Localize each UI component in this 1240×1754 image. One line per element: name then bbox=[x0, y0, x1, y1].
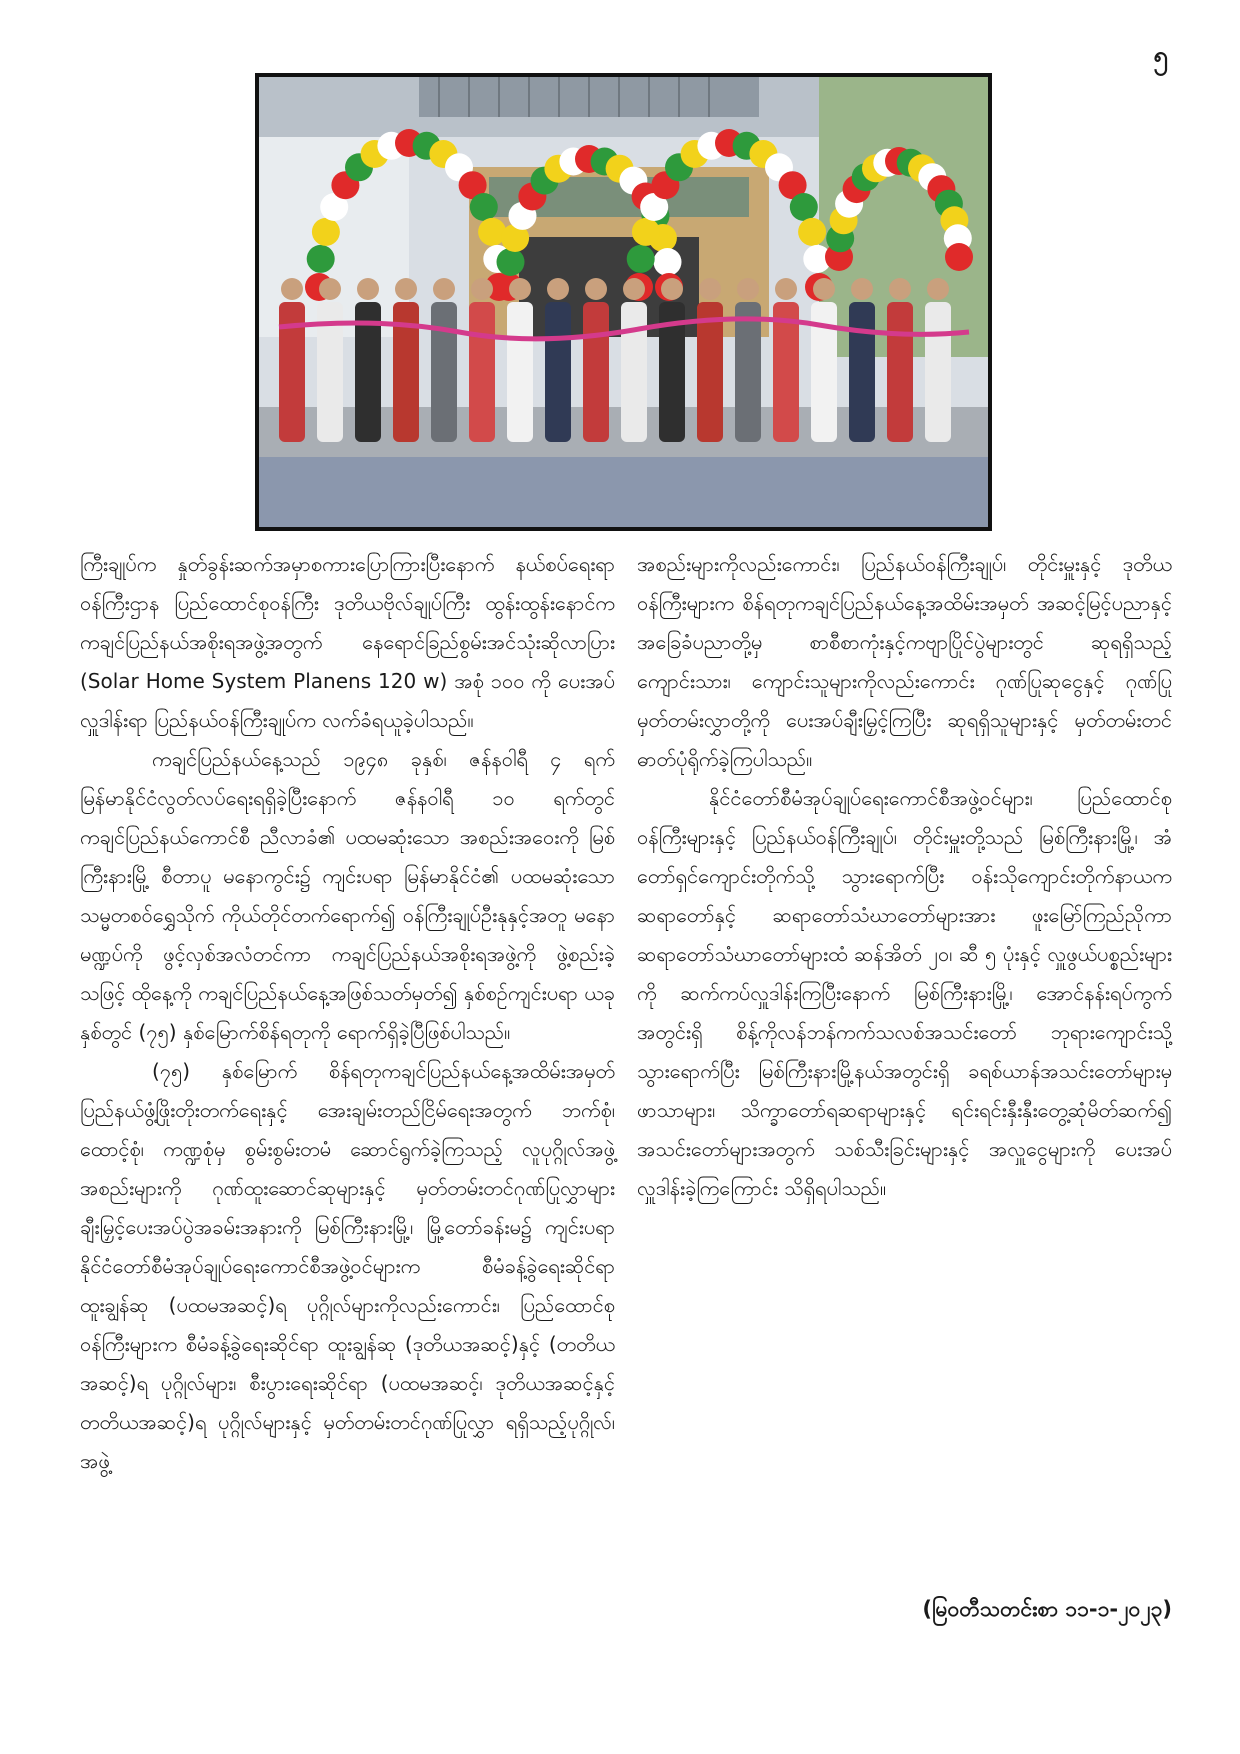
article-right-column bbox=[637, 545, 1172, 1208]
person-head bbox=[547, 278, 569, 300]
ceremony-photo-illustration bbox=[259, 77, 988, 527]
balloon bbox=[945, 243, 973, 271]
person-head bbox=[319, 278, 341, 300]
person-head bbox=[509, 278, 531, 300]
article-paragraph: (၇၅) နှစ်မြောက် စိန်ရတုကချင်ပြည်နယ်နေ့အထိမ်းအမှတ် ပြည်နယ်ဖွံ့ဖြိုးတိုးတက်ရေးနှင့် အေးချမ်းတည်ငြိမ်ရေးအတွက် ဘက်စုံ၊ ထောင့်စုံ၊ ကဏ္ဍစုံမှ စွမ်းစွမ်းတမံ ဆောင်ရွက်ခဲ့ကြသည့် လူပုဂ္ဂိုလ်အဖွဲ့အစည်းများကို ဂုဏ်ထူးဆောင်ဆုများနှင့် မှတ်တမ်းတင်ဂုဏ်ပြုလွှာများ ချီးမြှင့်ပေးအပ်ပွဲအခမ်းအနားကို မြစ်ကြီးနားမြို့၊ မြို့တော်ခန်းမ၌ ကျင်းပရာ နိုင်ငံတော်စီမံအုပ်ချုပ်ရေးကောင်စီအဖွဲ့ဝင်များက စီမံခန့်ခွဲရေးဆိုင်ရာ ထူးချွန်ဆု (ပထမအဆင့်)ရ ပုဂ္ဂိုလ်များကိုလည်းကောင်း၊ ပြည်ထောင်စုဝန်ကြီးများက စီမံခန့်ခွဲရေးဆိုင်ရာ ထူးချွန်ဆု (ဒုတိယအဆင့်)နှင့် (တတိယအဆင့်)ရ ပုဂ္ဂိုလ်များ၊ စီးပွားရေးဆိုင်ရာ (ပထမအဆင့်၊ ဒုတိယအဆင့်နှင့် တတိယအဆင့်)ရ ပုဂ္ဂိုလ်များနှင့် မှတ်တမ်းတင်ဂုဏ်ပြုလွှာ ရရှိသည့်ပုဂ္ဂိုလ်၊ အဖွဲ့ bbox=[80, 1059, 615, 1473]
person-head bbox=[699, 278, 721, 300]
balloon bbox=[470, 193, 498, 221]
article-paragraph: ကြီးချုပ်က နှုတ်ခွန်းဆက်အမှာစကားပြောကြားပြီးနောက် နယ်စပ်ရေးရာဝန်ကြီးဌာန ပြည်ထောင်စုဝန်ကြီး ဒုတိယဗိုလ်ချုပ်ကြီး ထွန်းထွန်းနောင်က ကချင်ပြည်နယ်အစိုးရအဖွဲ့အတွက် နေရောင်ခြည်စွမ်းအင်သုံးဆိုလာပြား (Solar Home System Planens 120 w) အစုံ ၁၀၀ ကို ပေးအပ်လှူဒါန်းရာ ပြည်နယ်ဝန်ကြီးချုပ်က လက်ခံရယူခဲ့ပါသည်။ bbox=[80, 552, 615, 732]
article-paragraph: နိုင်ငံတော်စီမံအုပ်ချုပ်ရေးကောင်စီအဖွဲ့ဝင်များ၊ ပြည်ထောင်စုဝန်ကြီးများနှင့် ပြည်နယ်ဝန်ကြီးချုပ်၊ တိုင်းမှူးတို့သည် မြစ်ကြီးနားမြို့၊ အံတော်ရှင်ကျောင်းတိုက်သို့ သွားရောက်ပြီး ဝန်းသိုကျောင်းတိုက်နာယကဆရာတော်နှင့် ဆရာတော်သံဃာတော်များအား ဖူးမြော်ကြည်ညိုကာ ဆရာတော်သံဃာတော်များထံ ဆန်အိတ် ၂၀၊ ဆီ ၅ ပုံးနှင့် လှူဖွယ်ပစ္စည်းများကို ဆက်ကပ်လှူဒါန်းကြပြီးနောက် မြစ်ကြီးနားမြို့၊ အောင်နန်းရပ်ကွက်အတွင်းရှိ စိန့်ကိုလန်ဘန်ကက်သလစ်အသင်းတော် ဘုရားကျောင်းသို့ သွားရောက်ပြီး မြစ်ကြီးနားမြို့နယ်အတွင်းရှိ ခရစ်ယာန်အသင်းတော်များမှ ဖာသာများ၊ သိက္ခာတော်ရဆရာများနှင့် ရင်းရင်းနှီးနှီးတွေ့ဆုံမိတ်ဆက်၍ အသင်းတော်များအတွက် သစ်သီးခြင်းများနှင့် အလှူငွေများကို ပေးအပ်လှူဒါန်းခဲ့ကြကြောင်း သိရှိရပါသည်။ bbox=[637, 786, 1172, 1200]
page-number: ၅ bbox=[1153, 41, 1168, 71]
person-head bbox=[433, 278, 455, 300]
article-paragraph: ကချင်ပြည်နယ်နေ့သည် ၁၉၄၈ ခုနှစ်၊ ဇန်နဝါရီ ၄ ရက် မြန်မာနိုင်ငံလွတ်လပ်ရေးရရှိခဲ့ပြီးနောက် ဇန်နဝါရီ ၁၀ ရက်တွင် ကချင်ပြည်နယ်ကောင်စီ ညီလာခံ၏ ပထမဆုံးသော အစည်းအဝေးကို မြစ်ကြီးနားမြို့ စီတာပူ မနောကွင်း၌ ကျင်းပရာ မြန်မာနိုင်ငံ၏ ပထမဆုံးသော သမ္မတစဝ်ရွှေသိုက် ကိုယ်တိုင်တက်ရောက်၍ ဝန်ကြီးချုပ်ဦးနုနှင့်အတူ မနောမဏ္ဍပ်ကို ဖွင့်လှစ်အလံတင်ကာ ကချင်ပြည်နယ်အစိုးရအဖွဲ့ကို ဖွဲ့စည်းခဲ့သဖြင့် ထိုနေ့ကို ကချင်ပြည်နယ်နေ့အဖြစ်သတ်မှတ်၍ နှစ်စဉ်ကျင်းပရာ ယခုနှစ်တွင် (၇၅) နှစ်မြောက်စိန်ရတုကို ရောက်ရှိခဲ့ပြီဖြစ်ပါသည်။ bbox=[80, 747, 615, 1044]
person bbox=[887, 302, 913, 442]
balloon bbox=[627, 245, 655, 273]
person bbox=[849, 302, 875, 442]
balloon bbox=[632, 218, 660, 246]
balloon bbox=[790, 193, 818, 221]
person-head bbox=[281, 278, 303, 300]
person bbox=[507, 302, 533, 442]
person-head bbox=[471, 278, 493, 300]
ceremony-photo bbox=[255, 73, 992, 531]
person bbox=[583, 302, 609, 442]
person bbox=[925, 302, 951, 442]
article-paragraph: အစည်းများကိုလည်းကောင်း၊ ပြည်နယ်ဝန်ကြီးချုပ်၊ တိုင်းမှူးနှင့် ဒုတိယဝန်ကြီးများက စိန်ရတုကချင်ပြည်နယ်နေ့အထိမ်းအမှတ် အဆင့်မြင့်ပညာနှင့် အခြေခံပညာတို့မှ စာစီစာကုံးနှင့်ကဗျာပြိုင်ပွဲများတွင် ဆုရရှိသည့် ကျောင်းသား၊ ကျောင်းသူများကိုလည်းကောင်း ဂုဏ်ပြုဆုငွေနှင့် ဂုဏ်ပြုမှတ်တမ်းလွှာတို့ကို ပေးအပ်ချီးမြှင့်ကြပြီး ဆုရရှိသူများနှင့် မှတ်တမ်းတင်ဓာတ်ပုံရိုက်ခဲ့ကြပါသည်။ bbox=[637, 552, 1172, 771]
person-head bbox=[813, 278, 835, 300]
person-head bbox=[623, 278, 645, 300]
balloon bbox=[654, 248, 682, 276]
source-citation: (မြဝတီသတင်းစာ ၁၁-၁-၂၀၂၃) bbox=[922, 1597, 1172, 1621]
person-head bbox=[927, 278, 949, 300]
person-head bbox=[851, 278, 873, 300]
person-head bbox=[357, 278, 379, 300]
person-head bbox=[661, 278, 683, 300]
person bbox=[545, 302, 571, 442]
person-head bbox=[395, 278, 417, 300]
article-left-column bbox=[80, 545, 615, 1481]
person bbox=[735, 302, 761, 442]
person bbox=[469, 302, 495, 442]
person bbox=[621, 302, 647, 442]
person-head bbox=[585, 278, 607, 300]
person-head bbox=[737, 278, 759, 300]
balloon bbox=[312, 218, 340, 246]
person-head bbox=[889, 278, 911, 300]
balloon bbox=[798, 218, 826, 246]
balloon bbox=[497, 248, 525, 276]
person-head bbox=[775, 278, 797, 300]
person bbox=[431, 302, 457, 442]
balloon bbox=[307, 245, 335, 273]
